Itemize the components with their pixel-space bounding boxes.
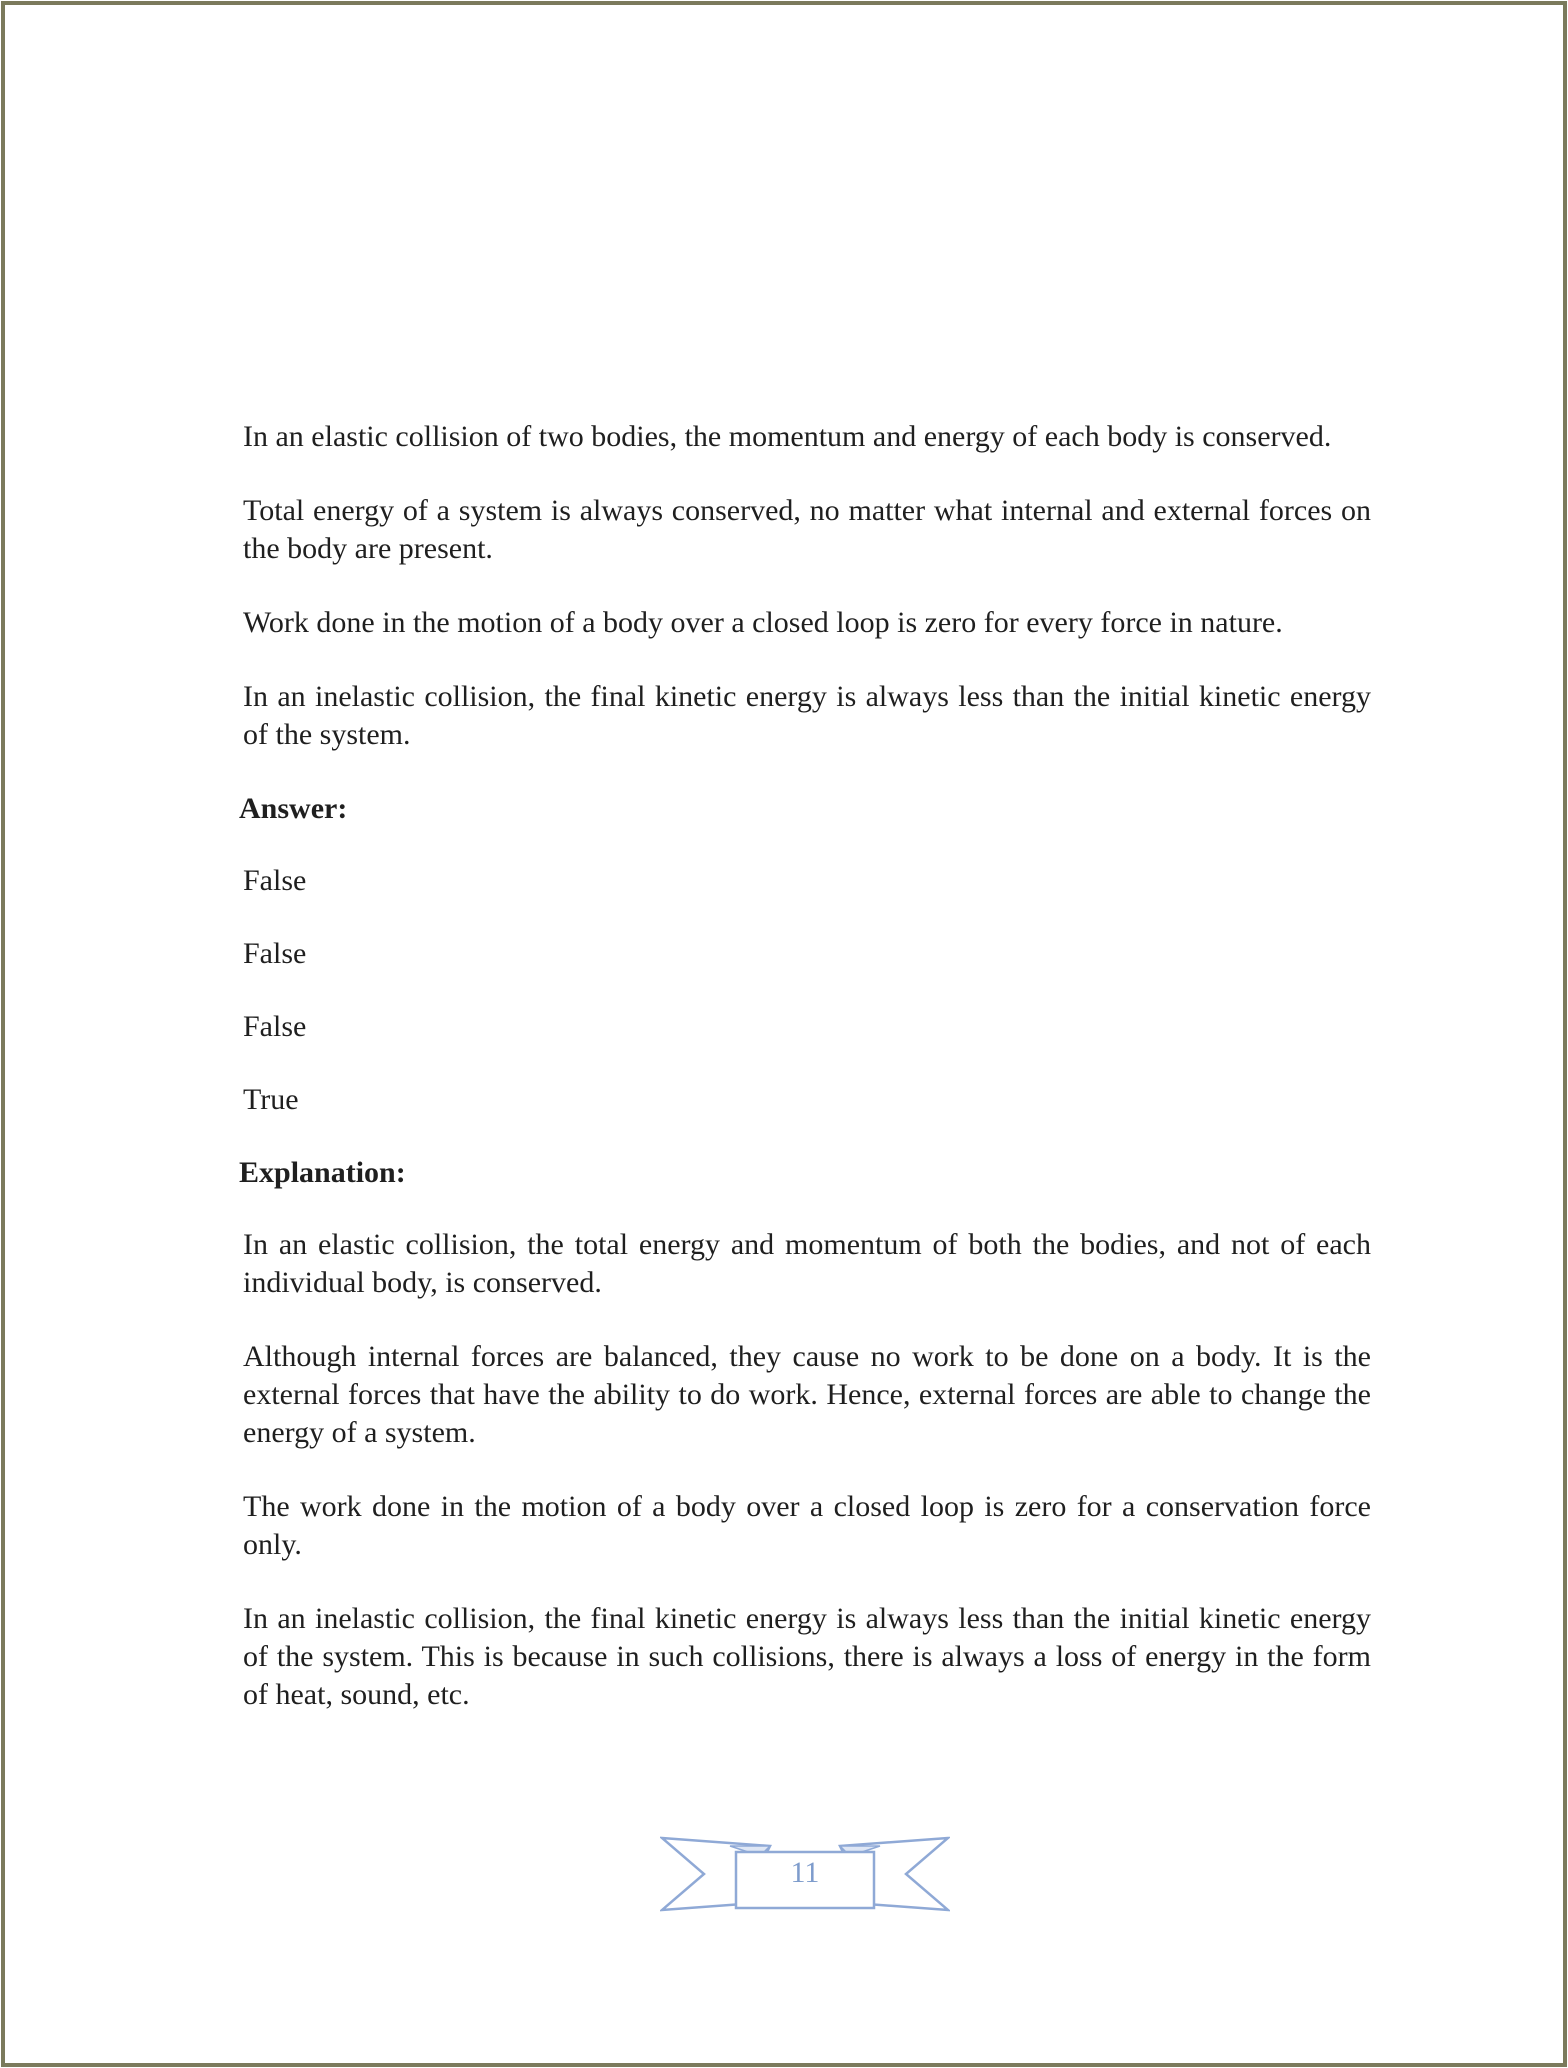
answer-item-1: False: [243, 864, 307, 897]
answer-heading: Answer:: [239, 792, 348, 825]
explanation-heading: Explanation:: [239, 1156, 406, 1189]
explanation-paragraph-1: In an elastic collision, the total energy and momentum of both the bodies, and not of each individual body, is conserved.: [243, 1228, 1371, 1299]
page-number-ribbon: [660, 1832, 950, 1914]
question-statement-1: In an elastic collision of two bodies, the momentum and energy of each body is conserved.: [243, 420, 1332, 453]
answer-item-2: False: [243, 937, 307, 970]
page-content: [239, 418, 1371, 1750]
page-number: 11: [790, 1856, 820, 1889]
explanation-paragraph-3: The work done in the motion of a body over a closed loop is zero for a conservation force only.: [243, 1490, 1371, 1561]
explanation-paragraph-2: Although internal forces are balanced, they cause no work to be done on a body. It is the external forces that have the ability to do work. Hence, external forces are able to change the energy of a system.: [243, 1340, 1371, 1449]
question-statement-3: Work done in the motion of a body over a closed loop is zero for every force in nature.: [243, 606, 1283, 639]
explanation-paragraph-4: In an inelastic collision, the final kinetic energy is always less than the initial kinetic energy of the system. This is because in such collisions, there is always a loss of energy in the form of heat, sound, etc.: [243, 1602, 1371, 1711]
answer-item-3: False: [243, 1010, 307, 1043]
answer-item-4: True: [243, 1083, 299, 1116]
question-statement-4: In an inelastic collision, the final kinetic energy is always less than the initial kinetic energy of the system.: [243, 680, 1371, 751]
question-statement-2: Total energy of a system is always conserved, no matter what internal and external forces on the body are present.: [243, 494, 1371, 565]
